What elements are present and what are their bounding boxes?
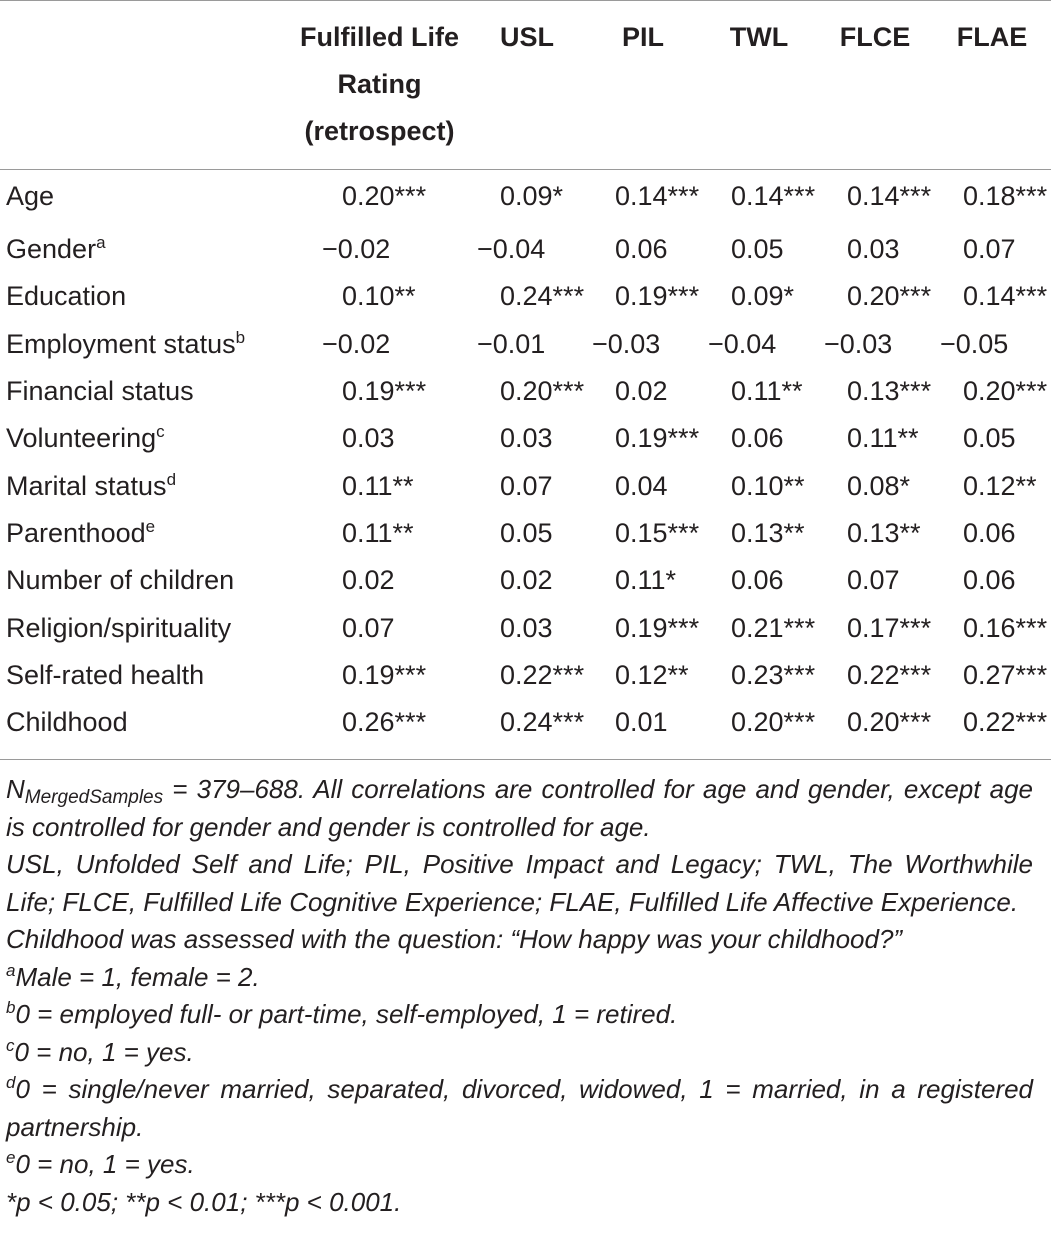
correlation-value: 0.10** <box>731 470 805 501</box>
value-cell <box>817 510 933 557</box>
value-cell <box>701 415 817 462</box>
value-cell <box>469 415 585 462</box>
value-cell <box>933 321 1051 368</box>
value-cell <box>469 155 585 226</box>
value-cell <box>817 699 933 746</box>
correlation-value: 0.02 <box>615 376 668 407</box>
correlation-value: 0.11** <box>342 470 414 501</box>
footnote-text: Male = 1, female = 2. <box>15 961 260 992</box>
value-cell <box>817 415 933 462</box>
correlation-value: 0.11** <box>847 423 919 454</box>
row-label-cell <box>0 557 276 604</box>
correlation-value: 0.10** <box>342 281 416 312</box>
correlation-value: −0.04 <box>477 234 546 265</box>
column-header-flae: FLAE <box>956 22 1028 52</box>
value-cell <box>817 155 933 226</box>
value-cell <box>585 273 701 320</box>
correlation-value: −0.01 <box>477 328 546 359</box>
footnote-mark: b <box>6 998 16 1017</box>
value-cell <box>276 510 469 557</box>
correlation-value: 0.12** <box>615 659 689 690</box>
value-cell <box>585 321 701 368</box>
correlation-value: 0.18*** <box>963 181 1048 211</box>
value-cell <box>933 273 1051 320</box>
value-cell <box>276 321 469 368</box>
note-n-symbol: N <box>6 774 25 804</box>
value-cell <box>817 226 933 273</box>
row-label: Self-rated health <box>6 659 205 690</box>
value-cell <box>469 699 585 746</box>
correlation-value: 0.19*** <box>615 612 700 643</box>
value-cell <box>585 652 701 699</box>
correlation-value: 0.24*** <box>500 281 585 312</box>
value-cell <box>933 510 1051 557</box>
table-row <box>0 652 1051 699</box>
value-cell <box>585 557 701 604</box>
row-label-cell <box>0 652 276 699</box>
correlation-value: 0.26*** <box>342 707 427 738</box>
value-cell <box>817 321 933 368</box>
value-cell <box>585 155 701 226</box>
value-cell <box>817 273 933 320</box>
correlation-value: 0.13** <box>847 517 921 548</box>
value-cell <box>276 273 469 320</box>
value-cell <box>585 226 701 273</box>
footnote <box>6 1146 1033 1184</box>
value-cell <box>276 368 469 415</box>
value-cell <box>276 699 469 746</box>
table-row <box>0 557 1051 604</box>
correlation-value: 0.19*** <box>615 423 700 454</box>
correlation-value: 0.13*** <box>847 376 932 407</box>
correlation-value: 0.06 <box>963 565 1016 596</box>
correlation-value: −0.03 <box>592 328 661 359</box>
value-cell <box>469 510 585 557</box>
correlation-value: 0.21*** <box>731 612 816 643</box>
table-row <box>0 415 1051 462</box>
row-label-cell <box>0 321 276 368</box>
row-label: Education <box>6 281 127 312</box>
table-row <box>0 155 1051 226</box>
value-cell <box>701 155 817 226</box>
value-cell <box>701 226 817 273</box>
correlation-value: 0.20*** <box>342 181 427 211</box>
footnote-text: 0 = no, 1 = yes. <box>14 1036 194 1067</box>
value-cell <box>469 462 585 509</box>
value-cell <box>469 321 585 368</box>
row-label: Religion/spirituality <box>6 612 232 643</box>
value-cell <box>933 462 1051 509</box>
value-cell <box>817 652 933 699</box>
correlation-value: 0.01 <box>615 707 668 738</box>
value-cell <box>933 226 1051 273</box>
row-label-footnote-mark: b <box>235 327 246 347</box>
correlation-value: 0.11* <box>615 565 677 596</box>
note-n-text: = 379–688. All correlations are controlled for age and gender, except age is controlled for gender and gender is controlled for age. <box>6 774 1033 842</box>
column-header-fulfilled-life-rating: Fulfilled Life Rating (retrospect) <box>300 22 459 146</box>
value-cell <box>585 368 701 415</box>
correlation-value: −0.02 <box>322 234 391 265</box>
row-label: Employment status <box>6 328 236 359</box>
table-row <box>0 462 1051 509</box>
value-cell <box>701 510 817 557</box>
correlation-value: 0.06 <box>963 517 1016 548</box>
table-row <box>0 273 1051 320</box>
value-cell <box>276 462 469 509</box>
footnote-mark: d <box>6 1073 16 1092</box>
table-row <box>0 321 1051 368</box>
value-cell <box>817 604 933 651</box>
value-cell <box>585 510 701 557</box>
row-label: Gender <box>6 234 97 265</box>
value-cell <box>701 699 817 746</box>
correlation-value: 0.02 <box>342 565 395 596</box>
value-cell <box>469 368 585 415</box>
note-significance: *p < 0.05; **p < 0.01; ***p < 0.001. <box>6 1186 402 1217</box>
column-header-empty <box>0 0 276 155</box>
correlation-value: −0.04 <box>708 328 777 359</box>
row-label-cell <box>0 604 276 651</box>
column-header-usl: USL <box>500 22 554 52</box>
value-cell <box>701 273 817 320</box>
row-label: Volunteering <box>6 423 157 454</box>
value-cell <box>701 604 817 651</box>
correlation-value: 0.03 <box>500 612 553 643</box>
correlation-value: 0.22*** <box>963 707 1048 738</box>
correlation-value: 0.14*** <box>963 281 1048 312</box>
value-cell <box>276 226 469 273</box>
column-header-pil: PIL <box>621 22 664 52</box>
correlation-value: 0.19*** <box>342 376 427 407</box>
correlation-value: 0.19*** <box>615 281 700 312</box>
value-cell <box>276 155 469 226</box>
header-row <box>0 0 1051 155</box>
value-cell <box>933 699 1051 746</box>
correlation-value: 0.02 <box>500 565 553 596</box>
correlation-value: 0.15*** <box>615 517 700 548</box>
value-cell <box>933 368 1051 415</box>
correlation-value: 0.27*** <box>963 659 1048 690</box>
correlation-value: 0.22*** <box>847 659 932 690</box>
correlation-value: −0.05 <box>940 328 1009 359</box>
row-label-footnote-mark: d <box>166 469 177 489</box>
footnote-mark: a <box>6 960 16 980</box>
value-cell <box>469 604 585 651</box>
row-label-cell <box>0 155 276 226</box>
value-cell <box>469 273 585 320</box>
correlation-value: 0.24*** <box>500 707 585 738</box>
value-cell <box>933 415 1051 462</box>
column-header-flce: FLCE <box>839 22 911 52</box>
value-cell <box>469 557 585 604</box>
correlation-value: 0.14*** <box>615 181 700 211</box>
row-label-cell <box>0 462 276 509</box>
correlation-value: 0.16*** <box>963 612 1048 643</box>
value-cell <box>585 462 701 509</box>
footnote-list <box>6 959 1033 1184</box>
correlation-value: 0.05 <box>731 234 784 265</box>
note-childhood: Childhood was assessed with the question: “How happy was your childhood?” <box>6 924 903 954</box>
value-cell <box>276 652 469 699</box>
footnote <box>6 996 1033 1034</box>
row-label-cell <box>0 273 276 320</box>
row-label: Financial status <box>6 376 194 407</box>
table-bottom-rule <box>0 759 1051 760</box>
correlation-value: −0.02 <box>322 328 391 359</box>
row-label: Parenthood <box>6 517 146 548</box>
correlation-value: 0.03 <box>847 234 900 265</box>
value-cell <box>701 652 817 699</box>
footnote-mark: e <box>6 1148 16 1167</box>
footnote <box>6 959 1033 997</box>
value-cell <box>933 604 1051 651</box>
footnote-mark: c <box>6 1035 15 1055</box>
value-cell <box>276 415 469 462</box>
value-cell <box>276 604 469 651</box>
value-cell <box>701 462 817 509</box>
correlation-value: 0.22*** <box>500 659 585 690</box>
correlation-value: 0.05 <box>500 517 553 548</box>
correlation-value: 0.06 <box>615 234 668 265</box>
correlation-value: 0.03 <box>500 423 553 454</box>
correlation-value: 0.17*** <box>847 612 932 643</box>
value-cell <box>585 415 701 462</box>
table-row <box>0 699 1051 746</box>
correlation-value: −0.03 <box>824 328 893 359</box>
table-row <box>0 368 1051 415</box>
correlation-value: 0.23*** <box>731 659 816 690</box>
correlation-value: 0.14*** <box>847 181 932 211</box>
row-label-footnote-mark: a <box>96 233 106 253</box>
correlation-value: 0.13** <box>731 517 805 548</box>
correlation-value: 0.12** <box>963 470 1037 501</box>
table-notes <box>6 771 1033 1221</box>
value-cell <box>469 226 585 273</box>
footnote <box>6 1071 1033 1146</box>
correlation-value: 0.20*** <box>731 707 816 738</box>
correlation-value: 0.20*** <box>847 281 932 312</box>
table-row <box>0 226 1051 273</box>
correlation-value: 0.03 <box>342 423 395 454</box>
value-cell <box>276 557 469 604</box>
table-body <box>0 155 1051 746</box>
correlation-value: 0.04 <box>615 470 668 501</box>
correlation-value: 0.09* <box>500 181 564 211</box>
value-cell <box>933 155 1051 226</box>
column-header-twl: TWL <box>729 22 789 52</box>
correlation-value: 0.07 <box>342 612 395 643</box>
row-label-cell <box>0 368 276 415</box>
correlation-value: 0.06 <box>731 565 784 596</box>
value-cell <box>817 557 933 604</box>
note-n-subscript: MergedSamples <box>24 787 164 808</box>
correlation-value: 0.08* <box>847 470 911 501</box>
row-label-footnote-mark: c <box>156 422 165 442</box>
row-label-cell <box>0 415 276 462</box>
row-label-cell <box>0 510 276 557</box>
value-cell <box>933 557 1051 604</box>
note-sample-size <box>6 771 1033 846</box>
correlation-value: 0.14*** <box>731 181 816 211</box>
correlation-value: 0.20*** <box>847 707 932 738</box>
correlation-value: 0.20*** <box>500 376 585 407</box>
value-cell <box>585 699 701 746</box>
row-label: Number of children <box>6 565 235 596</box>
correlation-value: 0.07 <box>963 234 1016 265</box>
value-cell <box>701 321 817 368</box>
correlation-value: 0.11** <box>342 517 414 548</box>
correlation-value: 0.09* <box>731 281 795 312</box>
value-cell <box>469 652 585 699</box>
value-cell <box>701 557 817 604</box>
correlation-value: 0.19*** <box>342 659 427 690</box>
row-label-footnote-mark: e <box>145 516 156 536</box>
correlation-value: 0.11** <box>731 376 803 407</box>
correlation-value: 0.20*** <box>963 376 1048 407</box>
correlation-value: 0.07 <box>847 565 900 596</box>
correlation-value: 0.06 <box>731 423 784 454</box>
note-abbreviations: USL, Unfolded Self and Life; PIL, Positive Impact and Legacy; TWL, The Worthwhile Life; FLCE, Fulfilled Life Cognitive Experience; FLAE, Fulfilled Life Affective Experience. <box>6 849 1033 917</box>
value-cell <box>817 462 933 509</box>
value-cell <box>701 368 817 415</box>
value-cell <box>817 368 933 415</box>
value-cell <box>933 652 1051 699</box>
row-label-cell <box>0 226 276 273</box>
table-row <box>0 604 1051 651</box>
row-label: Age <box>6 181 55 211</box>
table-row <box>0 510 1051 557</box>
value-cell <box>585 604 701 651</box>
footnote-text: 0 = single/never married, separated, divorced, widowed, 1 = married, in a registered partnership. <box>6 1074 1033 1142</box>
footnote-text: 0 = no, 1 = yes. <box>15 1149 195 1179</box>
row-label-cell <box>0 699 276 746</box>
row-label: Childhood <box>6 707 128 738</box>
row-label: Marital status <box>6 470 167 501</box>
footnote <box>6 1034 1033 1072</box>
correlation-value: 0.07 <box>500 470 553 501</box>
correlation-value: 0.05 <box>963 423 1016 454</box>
footnote-text: 0 = employed full- or part-time, self-employed, 1 = retired. <box>15 999 678 1029</box>
